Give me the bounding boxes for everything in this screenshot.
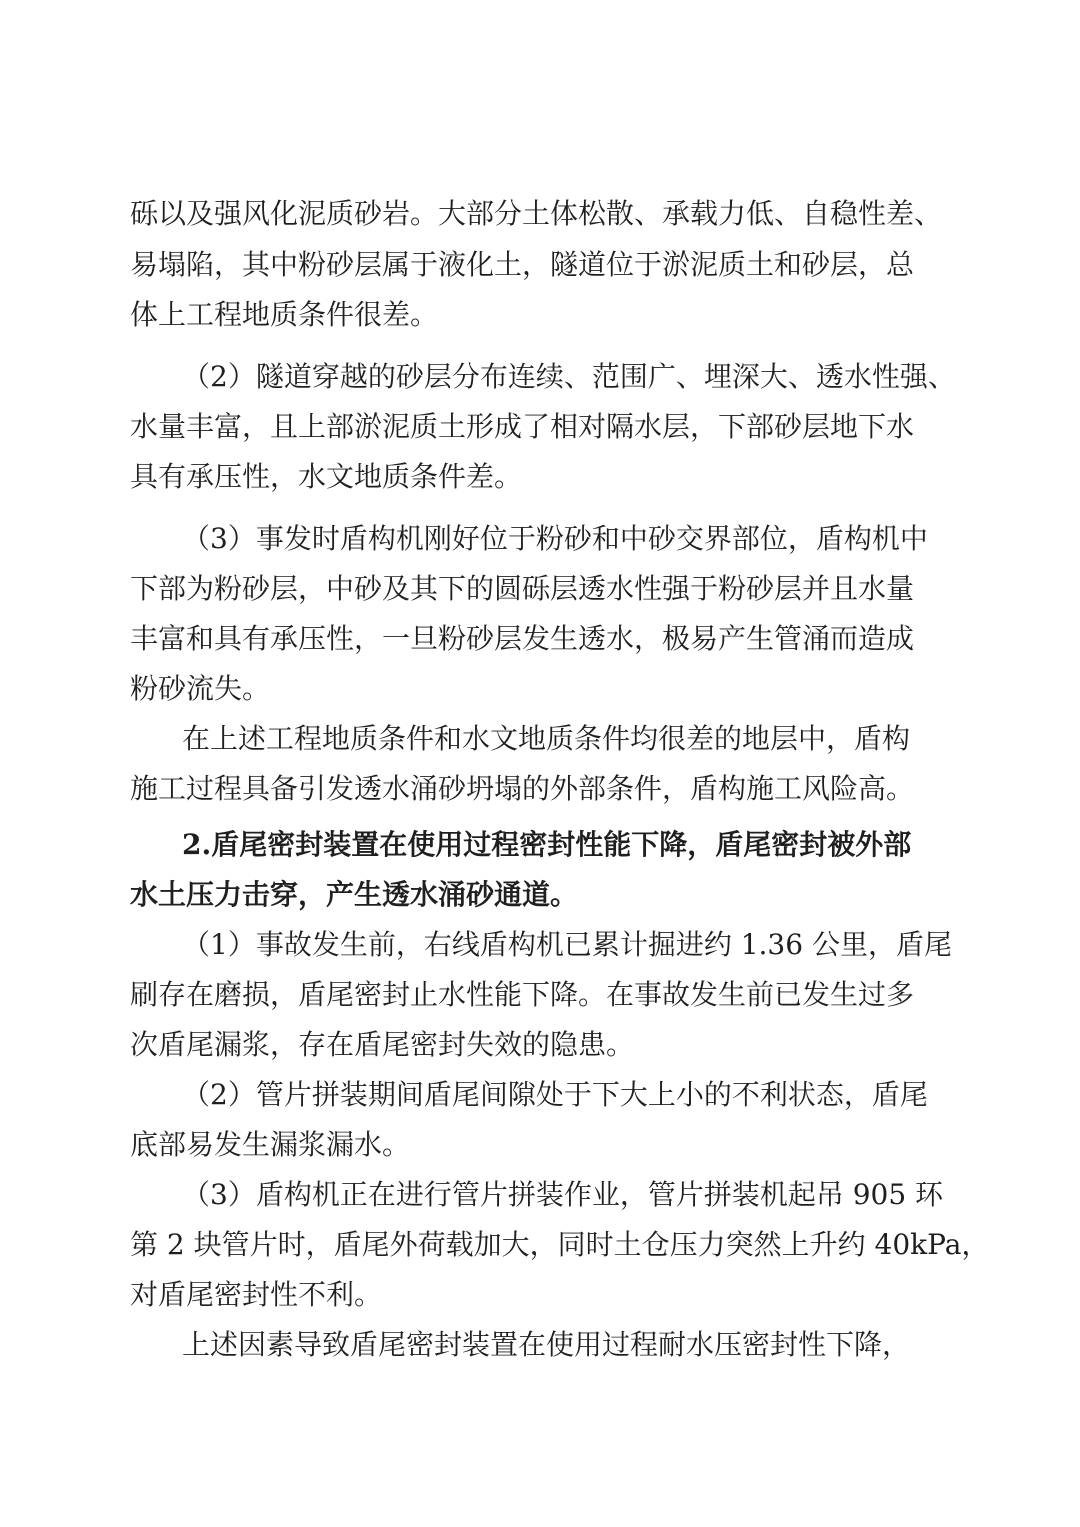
text-line: 粉砂流失。 [130,672,271,705]
text-line: 丰富和具有承压性，一旦粉砂层发生透水，极易产生管涌而造成 [130,622,915,655]
text-line: 第 2 块管片时，盾尾外荷载加大，同时土仓压力突然上升约 40kPa， [130,1228,990,1261]
text-line: 施工过程具备引发透水涌砂坍塌的外部条件，盾构施工风险高。 [130,772,915,805]
paragraph-6-start: （2）管片拼装期间盾尾间隙处于下大上小的不利状态，盾尾 [182,1078,928,1111]
paragraph-3-start: （3）事发时盾构机刚好位于粉砂和中砂交界部位，盾构机中 [182,522,928,555]
paragraph-7-start: （3）盾构机正在进行管片拼装作业，管片拼装机起吊 905 环 [182,1178,944,1211]
text-line: 刷存在磨损，盾尾密封止水性能下降。在事故发生前已发生过多 [130,978,915,1011]
paragraph-4-start: 在上述工程地质条件和水文地质条件均很差的地层中，盾构 [182,722,911,755]
text-line: 底部易发生漏浆漏水。 [130,1128,411,1161]
text-line: 水量丰富，且上部淤泥质土形成了相对隔水层，下部砂层地下水 [130,410,915,443]
text-line: 体上工程地质条件很差。 [130,298,439,331]
section-heading-2-cont: 水土压力击穿，产生透水涌砂通道。 [130,878,579,911]
paragraph-2-start: （2）隧道穿越的砂层分布连续、范围广、埋深大、透水性强、 [182,360,956,393]
paragraph-8-start: 上述因素导致盾尾密封装置在使用过程耐水压密封性下降， [182,1328,911,1361]
section-heading-2: 2.盾尾密封装置在使用过程密封性能下降，盾尾密封被外部 [182,828,912,861]
text-line: 下部为粉砂层，中砂及其下的圆砾层透水性强于粉砂层并且水量 [130,572,915,605]
text-line: 具有承压性，水文地质条件差。 [130,460,523,493]
text-line: 对盾尾密封性不利。 [130,1278,383,1311]
text-line: 易塌陷，其中粉砂层属于液化土，隧道位于淤泥质土和砂层，总 [130,248,915,281]
text-line: 砾以及强风化泥质砂岩。大部分土体松散、承载力低、自稳性差、 [130,197,943,230]
text-line: 次盾尾漏浆，存在盾尾密封失效的隐患。 [130,1028,635,1061]
paragraph-5-start: （1）事故发生前，右线盾构机已累计掘进约 1.36 公里，盾尾 [182,928,952,961]
